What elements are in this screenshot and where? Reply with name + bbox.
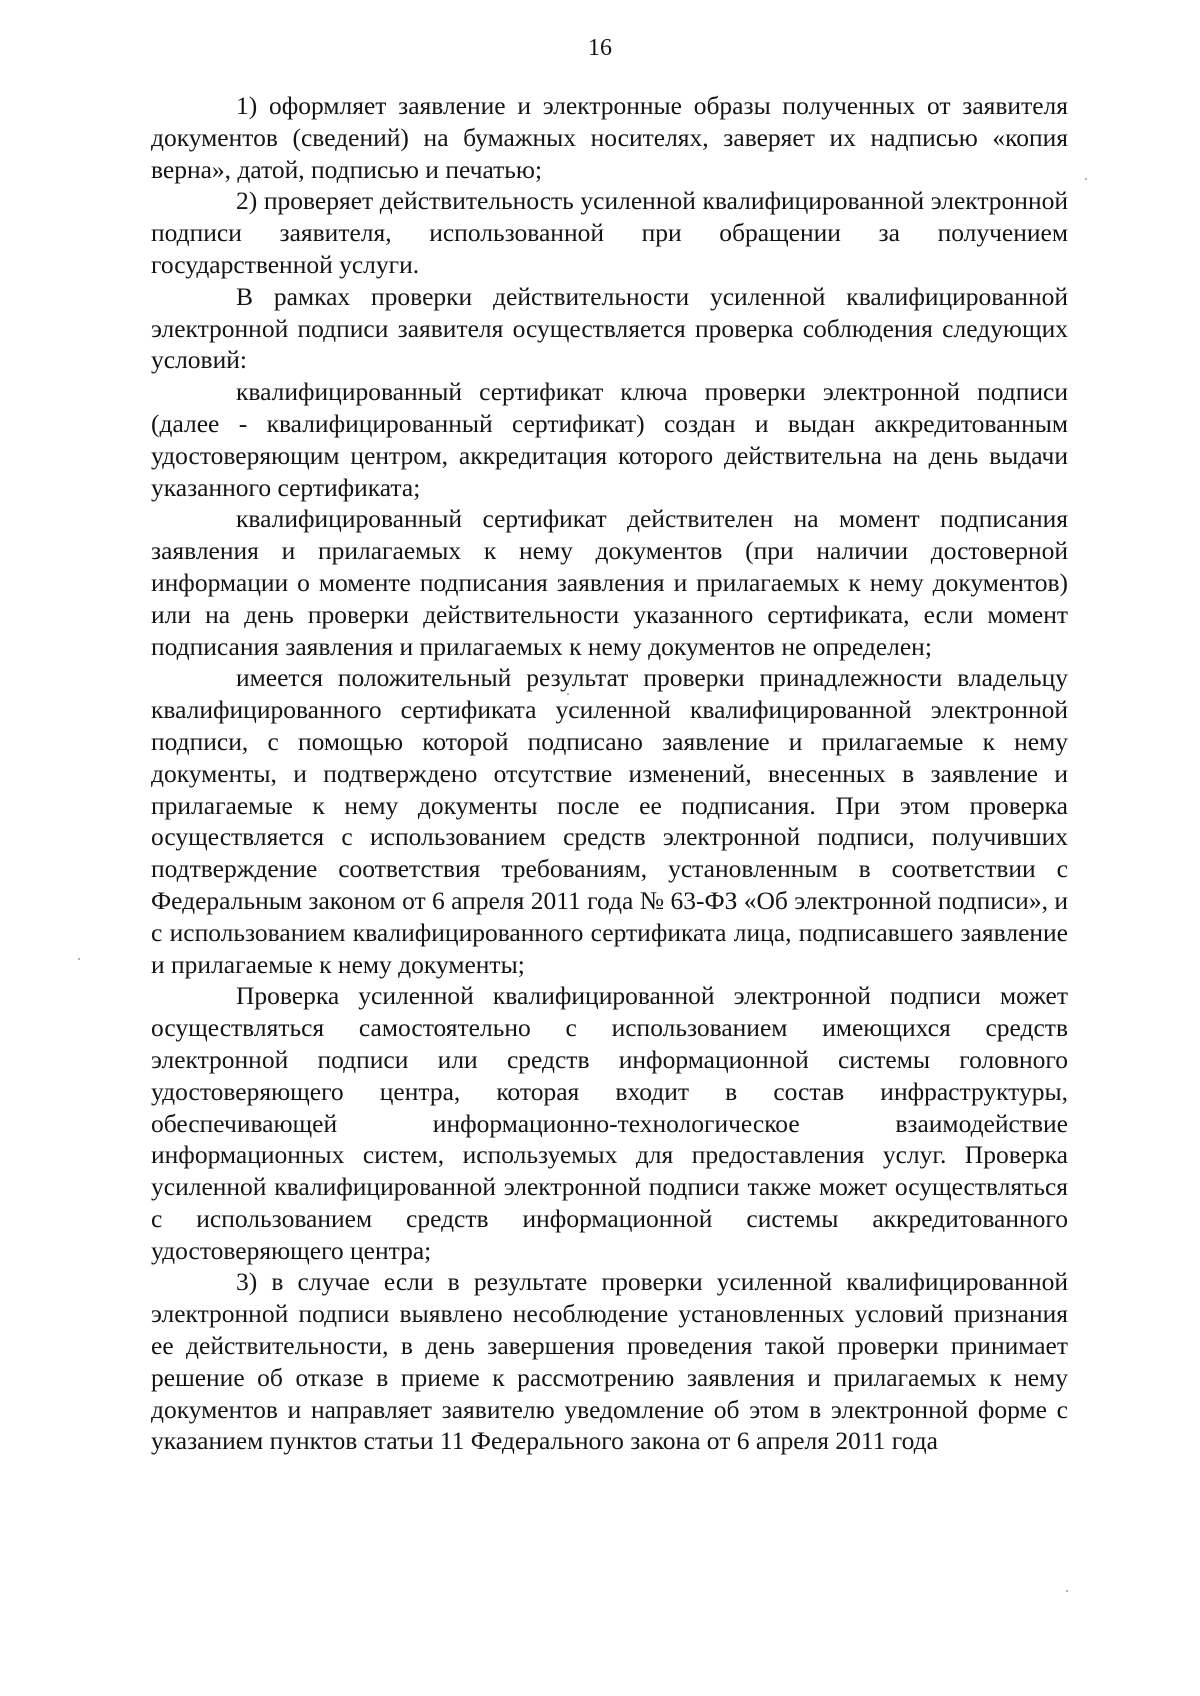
paragraph-condition-2: квалифицированный сертификат действителен на момент подписания заявления и прилагаемых к нему документов (при наличии достоверной информации о моменте подписания заявления и прилагаемых к нему документов) или на день проверки действительности указанного сертификата, если момент подписания заявления и прилагаемых к нему документов не определен; <box>151 504 1068 661</box>
scan-speck <box>567 693 569 695</box>
paragraph-item-2: 2) проверяет действительность усиленной квалифицированной электронной подписи заявителя, использованной при обращении за получением государственной услуги. <box>151 186 1068 279</box>
scan-speck <box>78 958 80 960</box>
paragraph-verification-methods: Проверка усиленной квалифицированной электронной подписи может осуществляться самостоятельно с использованием имеющихся средств электронной подписи или средств информационной системы головного удостоверяющего центра, которая входит в состав инфраструктуры, обеспечивающей информационно-технологическое взаимодействие информационных систем, используемых для предоставления услуг. Проверка усиленной квалифицированной электронной подписи также может осуществляться с использованием средств информационной системы аккредитованного удостоверяющего центра; <box>151 981 1068 1265</box>
document-body <box>151 90 1068 1457</box>
paragraph-condition-3: имеется положительный результат проверки принадлежности владельцу квалифицированного сертификата усиленной квалифицированной электронной подписи, с помощью которой подписано заявление и прилагаемые к нему документы, и подтверждено отсутствие изменений, внесенных в заявление и прилагаемые к нему документы после ее подписания. При этом проверка осуществляется с использованием средств электронной подписи, получивших подтверждение соответствия требованиям, установленным в соответствии с Федеральным законом от 6 апреля 2011 года № 63-ФЗ «Об электронной подписи», и с использованием квалифицированного сертификата лица, подписавшего заявление и прилагаемые к нему документы; <box>151 663 1068 979</box>
page-number: 16 <box>588 35 612 61</box>
scan-speck <box>1066 1590 1068 1592</box>
scan-speck <box>1085 178 1087 180</box>
paragraph-verification-intro: В рамках проверки действительности усиленной квалифицированной электронной подписи заявителя осуществляется проверка соблюдения следующих условий: <box>151 281 1068 375</box>
paragraph-item-3: 3) в случае если в результате проверки усиленной квалифицированной электронной подписи выявлено несоблюдение установленных условий признания ее действительности, в день завершения проведения такой проверки принимает решение об отказе в приеме к рассмотрению заявления и прилагаемых к нему документов и направляет заявителю уведомление об этом в электронной форме с указанием пунктов статьи 11 Федерального закона от 6 апреля 2011 года <box>151 1267 1068 1456</box>
paragraph-condition-1: квалифицированный сертификат ключа проверки электронной подписи (далее - квалифицированный сертификат) создан и выдан аккредитованным удостоверяющим центром, аккредитация которого действительна на день выдачи указанного сертификата; <box>151 377 1068 502</box>
paragraph-item-1: 1) оформляет заявление и электронные образы полученных от заявителя документов (сведений) на бумажных носителях, заверяет их надписью «копия верна», датой, подписью и печатью; <box>151 91 1068 184</box>
